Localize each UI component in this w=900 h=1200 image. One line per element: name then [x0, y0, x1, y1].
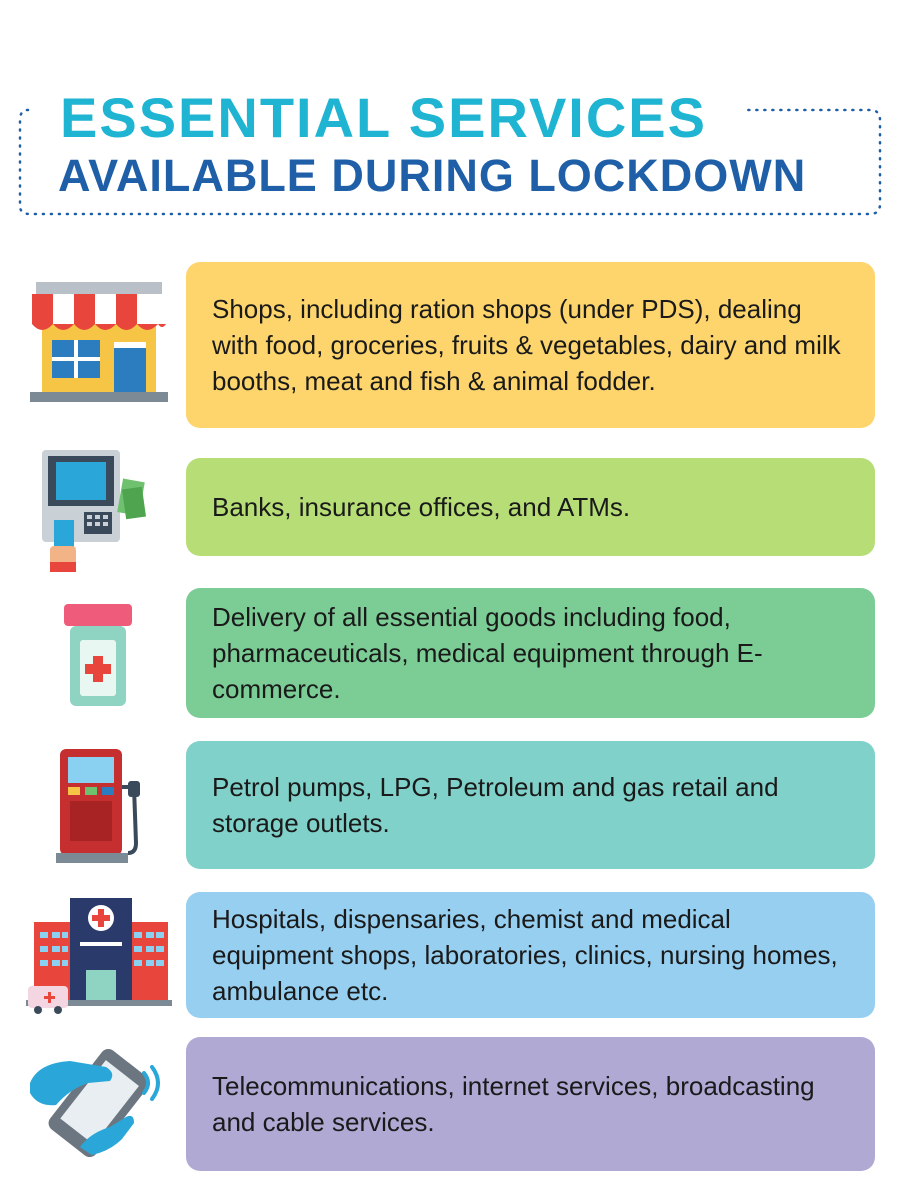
service-row-shops: [0, 262, 900, 428]
service-card: [186, 1037, 875, 1171]
fuel-pump-icon: [56, 747, 144, 865]
service-description: Delivery of all essential goods including food, pharmaceuticals, medical equipment through E-commerce.: [212, 602, 763, 704]
service-card: [186, 262, 875, 428]
service-description: Shops, including ration shops (under PDS), dealing with food, groceries, fruits & vegetables, dairy and milk booths, meat and fish & animal fodder.: [212, 294, 841, 396]
service-row-banks: [0, 458, 900, 556]
service-card: [186, 458, 875, 556]
service-row-telecom: [0, 1037, 900, 1171]
service-description: Hospitals, dispensaries, chemist and medical equipment shops, laboratories, clinics, nursing homes, ambulance etc.: [212, 904, 838, 1006]
atm-icon: [40, 450, 146, 574]
hospital-icon: [26, 896, 172, 1016]
shop-icon: [28, 280, 170, 408]
title-line-2: AVAILABLE DURING LOCKDOWN: [58, 150, 812, 202]
service-card: [186, 892, 875, 1018]
service-row-delivery: [0, 588, 900, 718]
service-description: Petrol pumps, LPG, Petroleum and gas retail and storage outlets.: [212, 772, 779, 838]
service-row-hospitals: [0, 892, 900, 1018]
service-card: [186, 588, 875, 718]
service-description: Banks, insurance offices, and ATMs.: [212, 492, 631, 522]
medicine-bottle-icon: [62, 604, 134, 708]
service-description: Telecommunications, internet services, broadcasting and cable services.: [212, 1071, 815, 1137]
service-row-petrol: [0, 741, 900, 869]
service-card: [186, 741, 875, 869]
smartphone-icon: [30, 1043, 172, 1161]
title-line-1: ESSENTIAL SERVICES: [58, 86, 719, 150]
